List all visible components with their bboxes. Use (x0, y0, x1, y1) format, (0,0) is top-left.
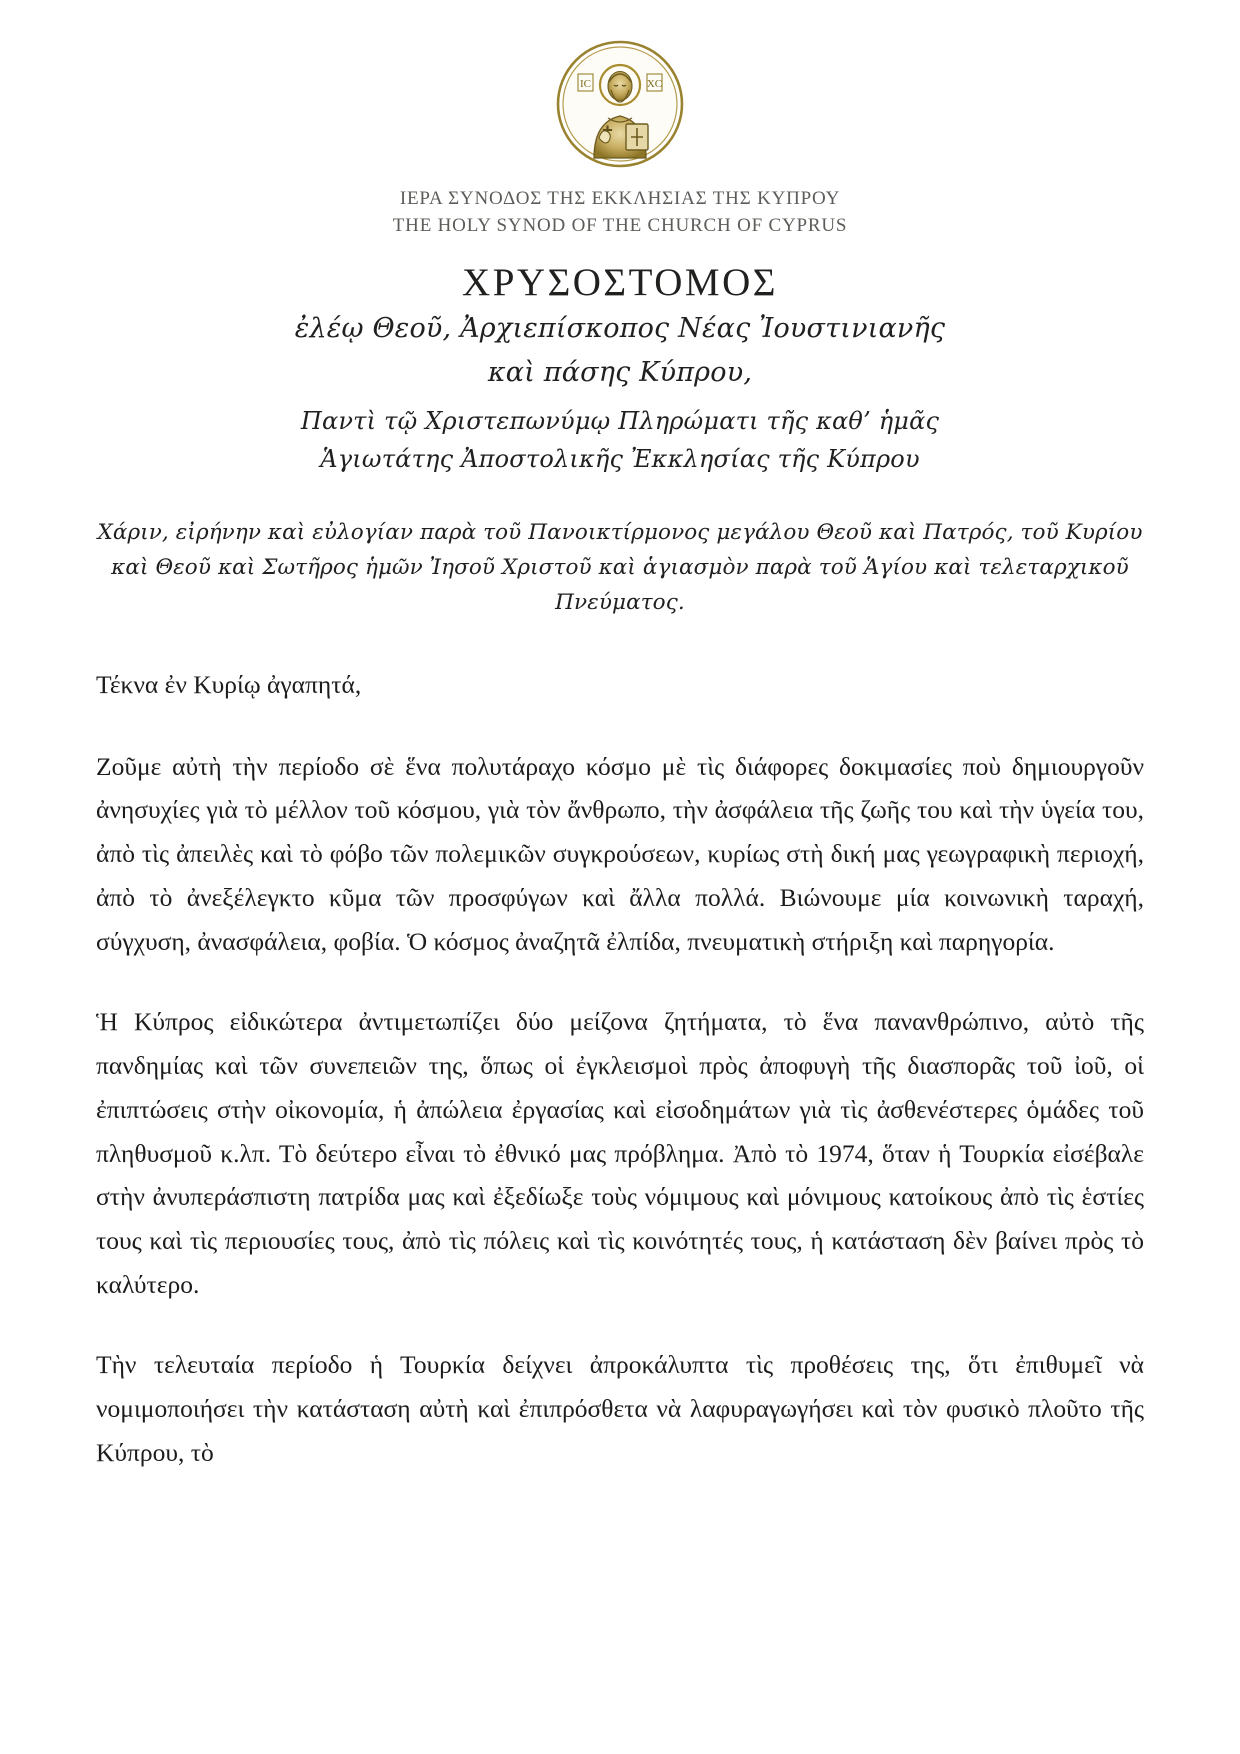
synod-header (0, 186, 1240, 240)
title-block (0, 262, 1240, 476)
salutation-paragraph: Χάριν, εἰρήνην καὶ εὐλογίαν παρὰ τοῦ Πανοικτίρμονος μεγάλου Θεοῦ καὶ Πατρός, τοῦ Κυρίου καὶ Θεοῦ καὶ Σωτῆρος ἡμῶν Ἰησοῦ Χριστοῦ καὶ ἁγιασμὸν παρὰ τοῦ Ἁγίου καὶ τελεταρχικοῦ Πνεύματος. (97, 519, 1143, 615)
addressee-line: Τέκνα ἐν Κυρίῳ ἀγαπητά, (96, 670, 362, 700)
title-line-1: ἐλέῳ Θεοῦ, Ἀρχιεπίσκοπος Νέας Ἰουστινιανῆς (294, 312, 946, 344)
title-line-4: Ἁγιωτάτης Ἀποστολικῆς Ἐκκλησίας τῆς Κύπρου (320, 444, 920, 473)
emblem-container (0, 0, 1240, 170)
body-paragraph: Ζοῦμε αὐτὴ τὴν περίοδο σὲ ἕνα πολυτάραχο κόσμο μὲ τὶς διάφορες δοκιμασίες ποὺ δημιουργοῦν ἀνησυχίες γιὰ τὸ μέλλον τοῦ κόσμου, γιὰ τὸν ἄνθρωπο, τὴν ἀσφάλεια τῆς ζωῆς του καὶ τὴν ὑγεία του, ἀπὸ τὶς ἀπειλὲς καὶ τὸ φόβο τῶν πολεμικῶν συγκρούσεων, κυρίως στὴ δική μας γεωγραφικὴ περιοχή, ἀπὸ τὸ ἀνεξέλεγκτο κῦμα τῶν προσφύγων καὶ ἄλλα πολλά. Βιώνουμε μία κοινωνικὴ ταραχή, σύγχυση, ἀνασφάλεια, φοβία. Ὁ κόσμος ἀναζητᾶ ἐλπίδα, πνευματικὴ στήριξη καὶ παρηγορία. (96, 751, 1144, 957)
church-of-cyprus-emblem-icon (554, 38, 686, 170)
title-line-2: καὶ πάσης Κύπρου, (487, 356, 753, 388)
archbishop-name: ΧΡΥΣΟΣΤΟΜΟΣ (462, 260, 778, 304)
svg-text:ΙC: ΙC (580, 78, 591, 90)
body-block (96, 666, 1144, 1474)
body-paragraph: Τὴν τελευταία περίοδο ἡ Τουρκία δείχνει ἀπροκάλυπτα τὶς προθέσεις της, ὅτι ἐπιθυμεῖ νὰ νομιμοποιήσει τὴν κατάσταση αὐτὴ καὶ ἐπιπρόσθετα νὰ λαφυραγωγήσει καὶ τὸν φυσικὸ πλοῦτο τῆς Κύπρου, τὸ (96, 1349, 1144, 1467)
synod-header-greek: ΙΕΡΑ ΣΥΝΟΔΟΣ ΤΗΣ ΕΚΚΛΗΣΙΑΣ ΤΗΣ ΚΥΠΡΟΥ (399, 188, 841, 209)
svg-text:ΧC: ΧC (646, 78, 663, 90)
title-line-3: Παντὶ τῷ Χριστεπωνύμῳ Πληρώματι τῆς καθ’ ἡμᾶς (300, 406, 940, 435)
synod-header-english: THE HOLY SYNOD OF THE CHURCH OF CYPRUS (392, 214, 848, 236)
title-spacer (0, 393, 1240, 400)
body-paragraph: Ἡ Κύπρος εἰδικώτερα ἀντιμετωπίζει δύο μείζονα ζητήματα, τὸ ἕνα πανανθρώπινο, αὐτὸ τῆς πανδημίας καὶ τῶν συνεπειῶν της, ὅπως οἱ ἐγκλεισμοὶ πρὸς ἀποφυγὴ τῆς διασπορᾶς τοῦ ἰοῦ, οἱ ἐπιπτώσεις στὴν οἰκονομία, ἡ ἀπώλεια ἐργασίας καὶ εἰσοδημάτων γιὰ τὶς ἀσθενέστερες ὁμάδες τοῦ πληθυσμοῦ κ.λπ. Τὸ δεύτερο εἶναι τὸ ἐθνικό μας πρόβλημα. Ἀπὸ τὸ 1974, ὅταν ἡ Τουρκία εἰσέβαλε στὴν ἀνυπεράσπιστη πατρίδα μας καὶ ἐξεδίωξε τοὺς νόμιμους καὶ μόνιμους κατοίκους ἀπὸ τὶς ἑστίες τους καὶ τὶς περιουσίες τους, ἀπὸ τὶς πόλεις καὶ τὶς κοινότητές τους, ἡ κατάσταση δὲν βαίνει πρὸς τὸ καλύτερο. (96, 1006, 1144, 1300)
